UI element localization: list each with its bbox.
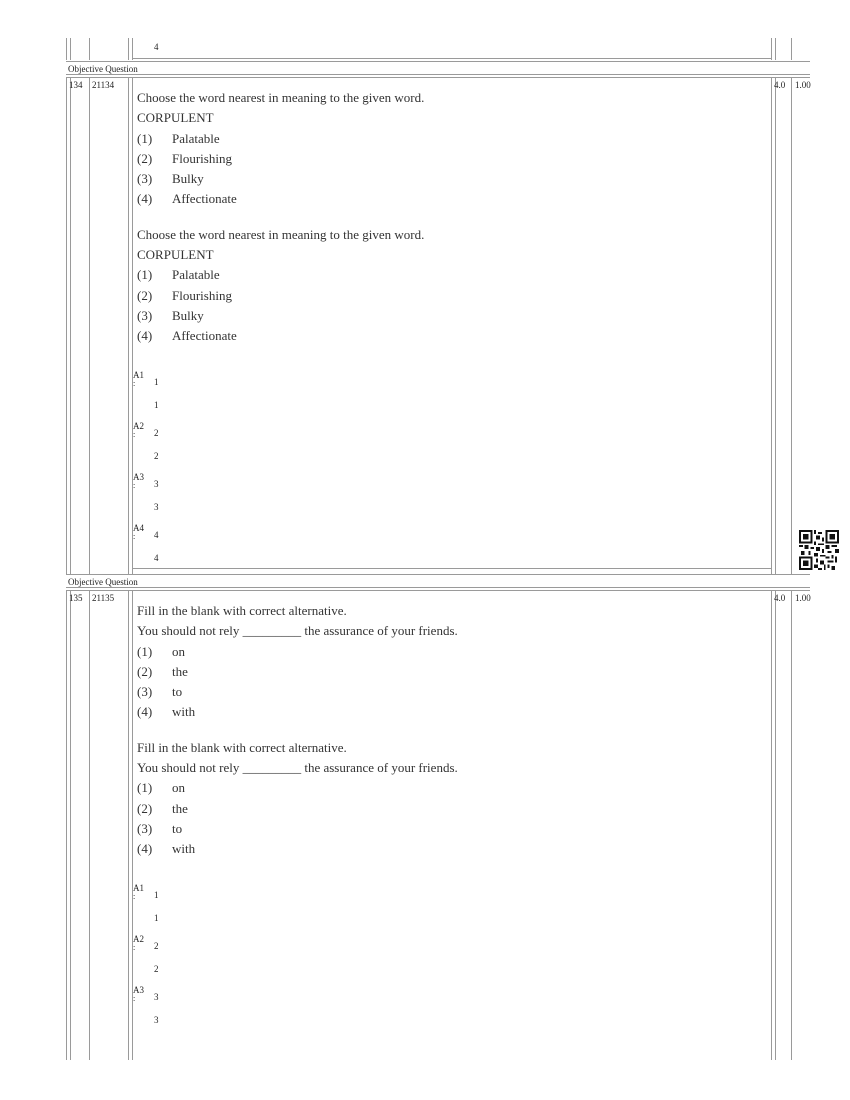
question-block xyxy=(137,225,424,347)
option-3: (3) to xyxy=(137,820,183,836)
prev-option-value: 4 xyxy=(154,42,159,52)
question-sentence: You should not rely _________ the assurance of your friends. xyxy=(137,760,458,776)
option-1: (1) Palatable xyxy=(137,130,220,146)
question-serial: 134 xyxy=(69,80,83,90)
section-label: Objective Question xyxy=(68,64,138,74)
question-body xyxy=(137,601,458,875)
option-3: (3) Bulky xyxy=(137,171,204,187)
option-4: (4) with xyxy=(137,841,196,857)
option-2: (2) the xyxy=(137,800,188,816)
question-serial: 135 xyxy=(69,593,83,603)
question-marks: 4.0 xyxy=(774,80,786,90)
option-2: (2) Flourishing xyxy=(137,150,232,166)
option-1: (1) on xyxy=(137,643,185,659)
question-block xyxy=(137,601,458,723)
option-4: (4) Affectionate xyxy=(137,328,237,344)
question-stem: Choose the word nearest in meaning to the given word. xyxy=(137,90,425,105)
question-sentence: You should not rely _________ the assurance of your friends. xyxy=(137,623,458,639)
question-body xyxy=(137,88,424,362)
option-1: (1) Palatable xyxy=(137,267,220,283)
qr-code-icon xyxy=(799,530,839,570)
question-stem: Choose the word nearest in meaning to the given word. xyxy=(137,226,425,242)
question-stem: Fill in the blank with correct alternative. xyxy=(137,739,347,755)
question-word: CORPULENT xyxy=(137,110,214,126)
option-3: (3) Bulky xyxy=(137,307,204,323)
question-block xyxy=(137,738,458,860)
option-2: (2) the xyxy=(137,663,188,679)
section-label: Objective Question xyxy=(68,577,138,587)
question-block xyxy=(137,88,424,210)
question-word: CORPULENT xyxy=(137,247,214,263)
option-4: (4) Affectionate xyxy=(137,191,237,207)
option-3: (3) to xyxy=(137,684,183,700)
question-marks: 4.0 xyxy=(774,593,786,603)
option-2: (2) Flourishing xyxy=(137,287,232,303)
question-stem: Fill in the blank with correct alternative. xyxy=(137,603,347,618)
option-1: (1) on xyxy=(137,780,185,796)
question-id: 21135 xyxy=(92,593,115,603)
option-4: (4) with xyxy=(137,704,196,720)
question-negative-marks: 1.00 xyxy=(795,593,811,603)
question-negative-marks: 1.00 xyxy=(795,80,811,90)
question-id: 21134 xyxy=(92,80,115,90)
